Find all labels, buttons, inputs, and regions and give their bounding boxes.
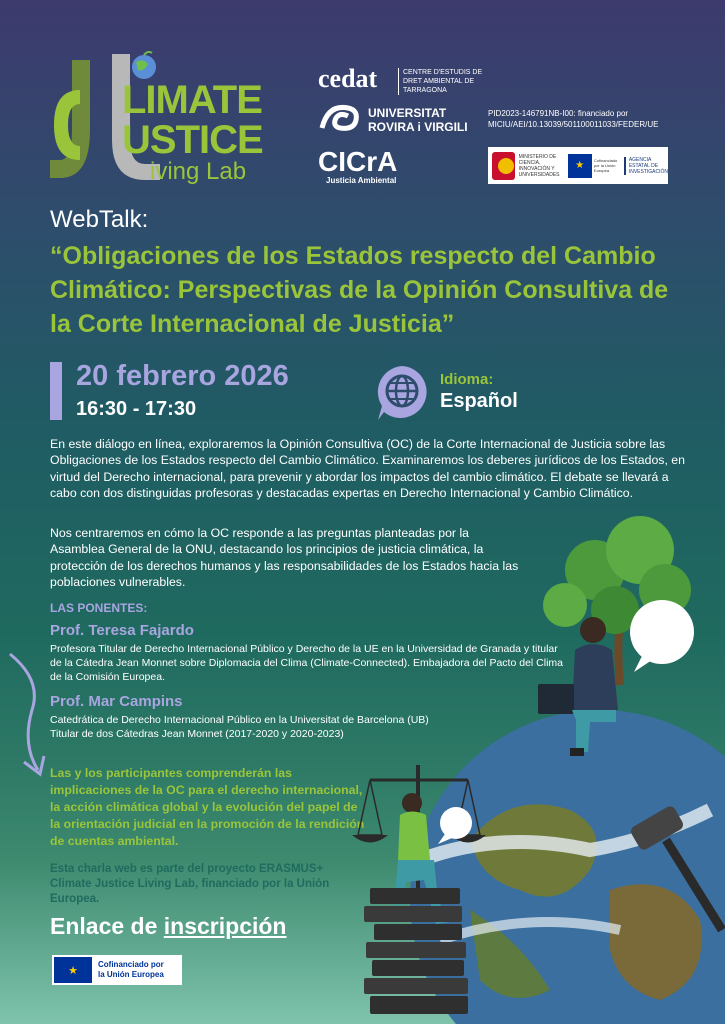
curved-arrow-icon bbox=[2, 650, 62, 780]
registration-link-row bbox=[50, 913, 286, 940]
speaker2-bio-line2: Titular de dos Cátedras Jean Monnet (2017-2020 y 2020-2023) bbox=[50, 728, 344, 740]
funding-line1: PID2023-146791NB-I00: financiado por bbox=[488, 109, 629, 118]
cedat-logo: cedat bbox=[318, 64, 378, 93]
speaker2-name: Prof. Mar Campins bbox=[50, 693, 183, 710]
speaker1-bio: Profesora Titular de Derecho Internacional Público y Derecho de la UE en la Universidad de Granada y titular de la Cátedra Jean Monnet sobre Diplomacia del Clima (Climate-Connected). Embajadora del Pacto del Clima de la Comisión Europea. bbox=[50, 643, 563, 683]
erasmus-note: Esta charla web es parte del proyecto ERASMUS+ Climate Justice Living Lab, financiado por la Unión Europea. bbox=[50, 863, 330, 905]
logo-word-climate: LIMATE bbox=[122, 78, 262, 122]
event-type-label: WebTalk: bbox=[50, 206, 149, 233]
event-time: 16:30 - 17:30 bbox=[76, 398, 197, 420]
eu-flag-icon: ★ bbox=[568, 154, 592, 178]
language-label: Idioma: bbox=[440, 371, 494, 388]
urv-logo-text bbox=[368, 106, 468, 134]
learning-outcome: Las y los participantes comprenderán las implicaciones de la OC para el derecho internacional, la acción climática global y la evolución del papel de la orientación judicial en la promoción de la rendición de cuentas ambiental. bbox=[50, 766, 365, 848]
eu-cofunded-label: Cofinanciado por la Unión Europea bbox=[593, 158, 618, 173]
focus-paragraph: Nos centraremos en cómo la OC responde a las preguntas planteadas por la Asamblea General de la ONU, destacando los principios de justicia climática, la protección de los derechos humanos y las responsabilidades de los Estados hacia las poblaciones vulnerables. bbox=[50, 526, 519, 590]
event-title: “Obligaciones de los Estados respecto del Cambio Climático: Perspectivas de la Opinión Consultiva de la Corte Internacional de Justicia” bbox=[50, 242, 669, 338]
date-accent-bar bbox=[50, 362, 62, 420]
eu-badge-line2: la Unión Europea bbox=[98, 970, 164, 979]
language-value: Español bbox=[440, 390, 518, 412]
urv-line2: ROVIRA i VIRGILI bbox=[368, 120, 468, 134]
ministry-label: MINISTERIO DE CIENCIA, INNOVACIÓN Y UNIVERSIDADES bbox=[518, 153, 560, 178]
cicra-logo: CICrA bbox=[318, 146, 398, 177]
speech-bubble-icon bbox=[630, 600, 694, 672]
eu-badge-line1: Cofinanciado por bbox=[98, 960, 164, 969]
aei-label: AGENCIA ESTATAL DE INVESTIGACIÓN bbox=[624, 157, 668, 175]
event-date: 20 febrero 2026 bbox=[76, 360, 289, 392]
urv-line1: UNIVERSITAT bbox=[368, 106, 447, 120]
logo-word-living-lab: iving Lab bbox=[150, 158, 247, 185]
government-funding-banner bbox=[488, 147, 668, 184]
speakers-heading: LAS PONENTES: bbox=[50, 601, 148, 615]
language-globe-icon bbox=[372, 362, 432, 422]
registration-link[interactable]: inscripción bbox=[163, 913, 287, 939]
speaker2-bio-line1: Catedrática de Derecho Internacional Público en la Universitat de Barcelona (UB) bbox=[50, 714, 429, 726]
registration-link-prefix: Enlace de bbox=[50, 913, 164, 939]
funding-line2: MICIU/AEI/10.13039/501100011033/FEDER/UE bbox=[488, 120, 659, 129]
spain-coat-of-arms-icon bbox=[492, 152, 515, 180]
cicra-subtitle: Justicia Ambiental bbox=[326, 176, 397, 185]
urv-emblem-icon bbox=[318, 102, 364, 137]
speaker1-name: Prof. Teresa Fajardo bbox=[50, 622, 194, 639]
logo-word-justice: USTICE bbox=[122, 118, 263, 162]
intro-paragraph: En este diálogo en línea, exploraremos la Opinión Consultiva (OC) de la Corte Internacional de Justicia sobre las Obligaciones de los Estados respecto del Cambio Climático. Examinaremos los deberes jurídicos de los Estados, en virtud del Derecho internacional, para prevenir y abordar los impactos del cambio climático. El debate se llevará a cabo con dos distinguidas profesoras y destacadas expertas en Derecho Internacional y Cambio Climático. bbox=[50, 437, 685, 501]
climate-justice-illustration bbox=[350, 510, 725, 1024]
eu-cofunded-badge bbox=[52, 955, 182, 985]
cedat-subtitle: CENTRE D'ESTUDIS DE DRET AMBIENTAL DE TARRAGONA bbox=[398, 68, 483, 95]
eu-flag-icon: ★ bbox=[54, 957, 92, 983]
climate-justice-logo bbox=[50, 50, 263, 185]
funding-reference bbox=[488, 108, 708, 130]
eu-badge-label bbox=[98, 960, 164, 980]
